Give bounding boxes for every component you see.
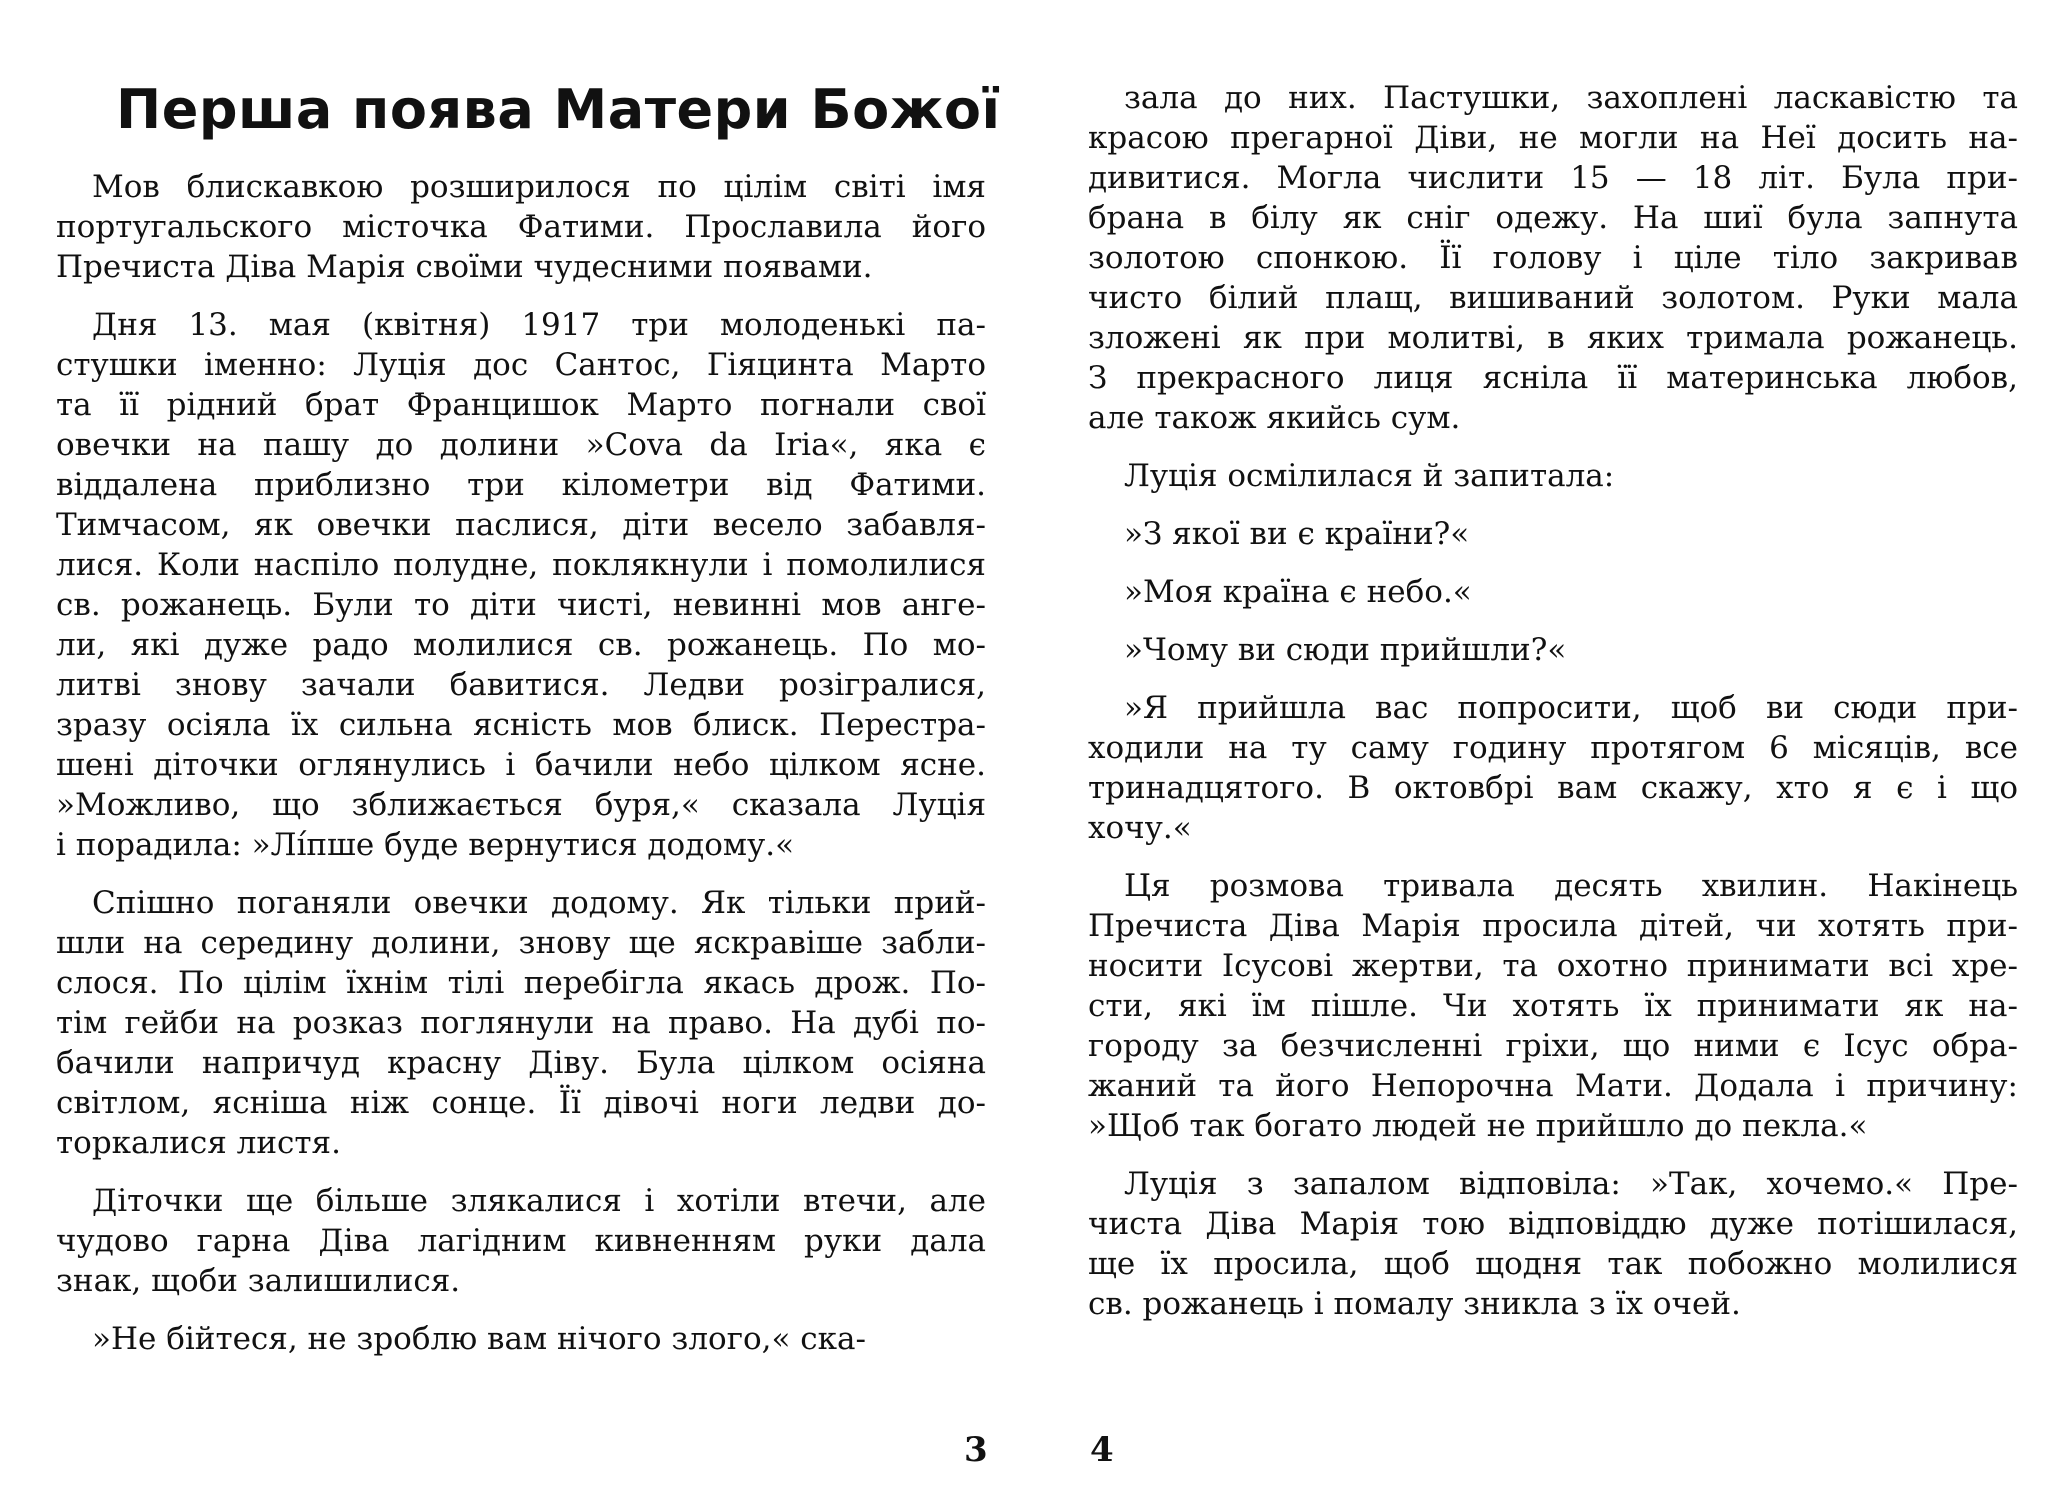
right-body [1088, 78, 2018, 1324]
text-line: Дня 13. мая (квітня) 1917 три молоденькі па- [92, 306, 986, 343]
text-line: Пречиста Діва Марія своїми чудесними появами. [56, 248, 873, 285]
text-line: »Можливо, що зближається буря,« сказала Луція [56, 786, 986, 823]
text-line: »Моя країна є небо.« [1124, 574, 1472, 610]
paragraph [1088, 78, 2018, 438]
text-line: та її рідний брат Францишок Марто погнали свої [56, 386, 986, 423]
text-line: але також якийсь сум. [1088, 400, 1461, 436]
text-line: тім гейби на розказ поглянули на право. На дубі по- [56, 1004, 986, 1041]
text-line: литві знову зачали бавитися. Ледви розігралися, [56, 666, 986, 703]
paragraph [1088, 456, 2018, 496]
text-line: »Щоб так богато людей не прийшло до пекла.« [1088, 1108, 1868, 1144]
text-line: бачили напричуд красну Діву. Була цілком осіяна [56, 1044, 986, 1081]
text-line: чисто білий плащ, вишиваний золотом. Руки мала [1088, 280, 2018, 316]
chapter-title: Перша поява Матери Божої [116, 78, 1001, 141]
paragraph [56, 883, 986, 1163]
text-line: чудово гарна Діва лагідним кивненням руки дала [56, 1222, 986, 1259]
text-line: чиста Діва Марія тою відповіддю дуже потішилася, [1088, 1206, 2018, 1242]
text-line: віддалена приблизно три кілометри від Фатими. [56, 466, 986, 503]
text-line: красою прегарної Діви, не могли на Неї досить на- [1088, 120, 2018, 156]
text-line: »Я прийшла вас попросити, щоб ви сюди при- [1124, 690, 2018, 726]
text-line: шли на середину долини, знову ще яскравіше забли- [56, 924, 986, 961]
text-line: »Чому ви сюди прийшли?« [1124, 632, 1567, 668]
text-line: жаний та його Непорочна Мати. Додала і причину: [1088, 1068, 2018, 1104]
paragraph [56, 1181, 986, 1301]
text-line: і порадила: »Лíпше буде вернутися додому.« [56, 826, 795, 863]
text-line: ходили на ту саму годину протягом 6 місяців, все [1088, 730, 2018, 766]
text-line: дивитися. Могла числити 15 — 18 літ. Була при- [1088, 160, 2018, 196]
page-number-left: 3 [964, 1430, 988, 1470]
text-line: зложені як при молитві, в яких тримала рожанець. [1088, 320, 2018, 356]
text-line: св. рожанець і помалу зникла з їх очей. [1088, 1286, 1741, 1322]
text-line: Пречиста Діва Марія просила дітей, чи хотять при- [1088, 908, 2018, 944]
text-line: тринадцятого. В октовбрі вам скажу, хто я є і що [1088, 770, 2018, 806]
paragraph [1088, 1164, 2018, 1324]
text-line: золотою спонкою. Її голову і ціле тіло закривав [1088, 240, 2018, 276]
text-line: торкалися листя. [56, 1124, 341, 1161]
text-line: носити Ісусові жертви, та охотно принимати всі хре- [1088, 948, 2018, 984]
paragraph [1088, 572, 2018, 612]
text-line: зала до них. Пастушки, захоплені ласкавістю та [1124, 80, 2018, 116]
text-line: Спішно поганяли овечки додому. Як тільки прий- [92, 884, 986, 921]
paragraph [1088, 866, 2018, 1146]
left-body [56, 167, 986, 1359]
text-line: Луція осмілилася й запитала: [1124, 458, 1615, 494]
text-line: св. рожанець. Були то діти чисті, невинні мов анге- [56, 586, 986, 623]
text-line: овечки на пашу до долини »Cova da Iria«, яка є [56, 426, 986, 463]
text-line: Ця розмова тривала десять хвилин. Накінець [1124, 868, 2018, 904]
text-line: зразу осіяла їх сильна ясність мов блиск. Перестра- [56, 706, 986, 743]
text-line: Діточки ще більше злякалися і хотіли втечи, але [92, 1182, 986, 1219]
text-line: лися. Коли наспіло полудне, поклякнули і помолилися [56, 546, 986, 583]
text-line: португальского місточка Фатими. Прославила його [56, 208, 986, 245]
text-line: Луція з запалом відповіла: »Так, хочемо.« Пре- [1124, 1166, 2018, 1202]
text-line: Тимчасом, як овечки паслися, діти весело забавля- [56, 506, 986, 543]
text-line: світлом, ясніша ніж сонце. Її дівочі ноги ледви до- [56, 1084, 986, 1121]
paragraph [56, 1319, 986, 1359]
text-line: шені діточки оглянулись і бачили небо цілком ясне. [56, 746, 986, 783]
text-line: стушки іменно: Луція дос Сантос, Гіяцинта Марто [56, 346, 986, 383]
text-line: »З якої ви є країни?« [1124, 516, 1470, 552]
paragraph [56, 305, 986, 865]
text-line: слося. По цілім їхнім тілі перебігла якась дрож. По- [56, 964, 986, 1001]
text-line: ли, які дуже радо молилися св. рожанець. По мо- [56, 626, 986, 663]
page-number-right: 4 [1090, 1430, 1114, 1470]
paragraph [1088, 514, 2018, 554]
paragraph [1088, 688, 2018, 848]
text-line: брана в білу як сніг одежу. На шиї була запнута [1088, 200, 2018, 236]
text-line: ще їх просила, щоб щодня так побожно молилися [1088, 1246, 2018, 1282]
text-line: городу за безчисленні гріхи, що ними є Ісус обра- [1088, 1028, 2018, 1064]
text-line: Мов блискавкою розширилося по цілім світі імя [92, 168, 986, 205]
left-page [56, 0, 1001, 1377]
text-line: знак, щоби залишилися. [56, 1262, 461, 1299]
right-page [1088, 0, 2018, 1342]
text-line: З прекрасного лиця ясніла її материнська любов, [1088, 360, 2018, 396]
text-line: хочу.« [1088, 810, 1192, 846]
paragraph [56, 167, 986, 287]
paragraph [1088, 630, 2018, 670]
text-line: сти, які їм пішле. Чи хотять їх принимати як на- [1088, 988, 2018, 1024]
text-line: »Не бійтеся, не зроблю вам нічого злого,« ска- [92, 1320, 866, 1357]
